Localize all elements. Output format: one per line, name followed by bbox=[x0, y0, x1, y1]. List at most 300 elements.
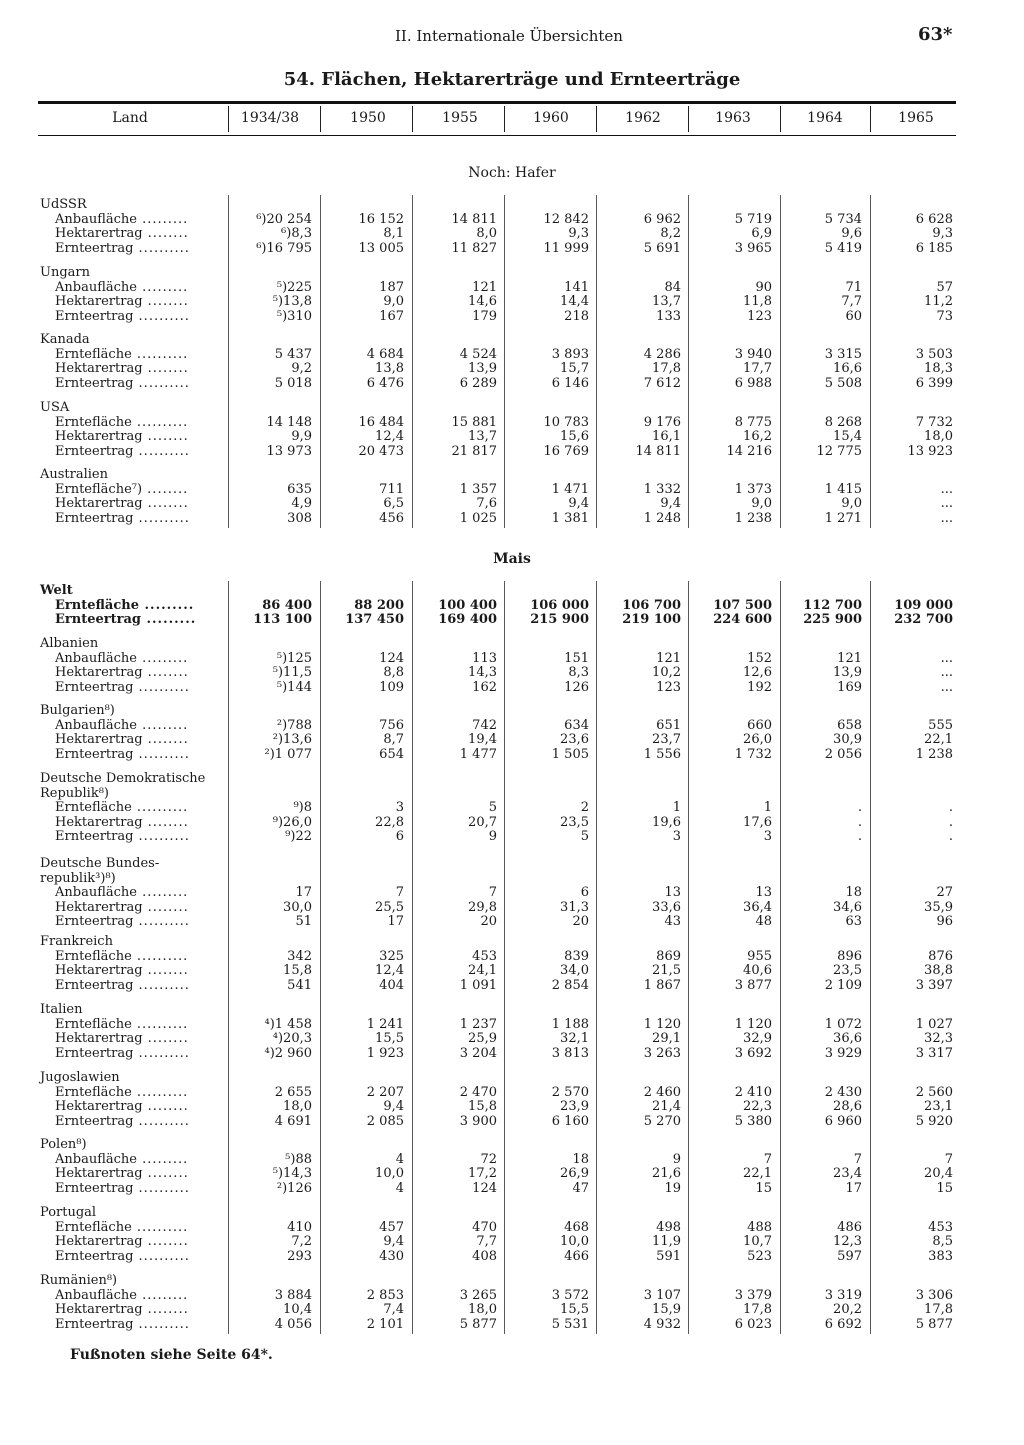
leader-dots: .......... bbox=[131, 1084, 189, 1100]
value-cell: 23,9 bbox=[560, 1099, 589, 1115]
value-cell: 3 877 bbox=[734, 977, 772, 993]
value-cell: 7,4 bbox=[383, 1302, 404, 1318]
value-cell: 5 437 bbox=[274, 346, 312, 362]
table-row bbox=[0, 1031, 1024, 1046]
section-heading: Mais bbox=[493, 551, 531, 567]
value-cell: 7 bbox=[395, 885, 404, 900]
value-cell: 23,7 bbox=[652, 732, 681, 748]
value-cell: 21,4 bbox=[652, 1099, 681, 1115]
value-cell: 25,5 bbox=[375, 899, 404, 915]
value-cell: 86 400 bbox=[262, 597, 312, 613]
value-cell: 3 503 bbox=[915, 346, 953, 362]
value-cell: 7 bbox=[944, 1151, 953, 1167]
value-cell: 2 bbox=[580, 800, 589, 815]
row-label-text: Ernteertrag bbox=[55, 1180, 134, 1196]
country-name: UdSSR bbox=[40, 197, 87, 212]
value-cell: 20 bbox=[572, 914, 589, 930]
table-row bbox=[0, 1017, 1024, 1032]
value-cell: 14,3 bbox=[468, 665, 497, 681]
row-label-text: Hektarertrag bbox=[55, 1234, 143, 1250]
value-cell: 9 bbox=[488, 829, 497, 845]
row-label-text: Hektarertrag bbox=[55, 1099, 143, 1115]
leader-dots: .......... bbox=[131, 800, 189, 815]
table-row bbox=[0, 815, 1024, 830]
country-name: Polen⁸) bbox=[40, 1137, 87, 1152]
value-cell: 6 185 bbox=[915, 240, 953, 256]
value-cell: 1 188 bbox=[551, 1016, 589, 1032]
value-cell: 35,9 bbox=[924, 899, 953, 915]
value-cell: 21,6 bbox=[652, 1166, 681, 1182]
value-cell: 20 bbox=[480, 914, 497, 930]
value-cell: ... bbox=[940, 650, 953, 666]
table-row bbox=[0, 612, 1024, 627]
row-label-text: Ernteertrag bbox=[55, 829, 134, 845]
country-name-row bbox=[0, 583, 1024, 598]
value-cell: 9,4 bbox=[660, 496, 681, 512]
value-cell: ⁶)16 795 bbox=[256, 240, 312, 256]
value-cell: . bbox=[857, 814, 862, 830]
header-separator bbox=[228, 106, 229, 132]
leader-dots: ........ bbox=[142, 294, 189, 310]
value-cell: ⁵)13,8 bbox=[272, 294, 312, 310]
row-label bbox=[55, 680, 190, 695]
row-label-text: Hektarertrag bbox=[55, 899, 143, 915]
column-header-year: 1950 bbox=[350, 110, 386, 126]
value-cell: ⁹)22 bbox=[285, 829, 312, 845]
header-separator bbox=[412, 106, 413, 132]
value-cell: 33,6 bbox=[652, 899, 681, 915]
value-cell: 5 018 bbox=[274, 375, 312, 391]
row-label-text: Ernteertrag bbox=[55, 1113, 134, 1129]
value-cell: 5 531 bbox=[551, 1316, 589, 1332]
value-cell: 404 bbox=[379, 977, 404, 993]
row-label-text: Hektarertrag bbox=[55, 294, 143, 310]
value-cell: 7,2 bbox=[291, 1234, 312, 1250]
value-cell: 7 732 bbox=[915, 414, 953, 430]
page-number: 63* bbox=[918, 24, 953, 45]
value-cell: 651 bbox=[656, 717, 681, 733]
value-cell: 10,0 bbox=[375, 1166, 404, 1182]
leader-dots: ........ bbox=[142, 226, 189, 242]
value-cell: 9,4 bbox=[383, 1099, 404, 1115]
value-cell: 1 271 bbox=[824, 510, 862, 526]
value-cell: 13,7 bbox=[468, 429, 497, 445]
value-cell: 169 400 bbox=[438, 612, 497, 628]
value-cell: 6 bbox=[395, 829, 404, 845]
value-cell: 2 101 bbox=[366, 1316, 404, 1332]
value-cell: 3 813 bbox=[551, 1045, 589, 1061]
value-cell: 9,6 bbox=[841, 226, 862, 242]
row-label-text: Erntefläche bbox=[55, 597, 139, 613]
value-cell: 6 160 bbox=[551, 1113, 589, 1129]
country-name-continued: republik³)⁸) bbox=[40, 870, 116, 886]
value-cell: ⁵)310 bbox=[276, 308, 312, 324]
row-label bbox=[55, 598, 194, 613]
value-cell: 1 027 bbox=[915, 1016, 953, 1032]
row-label bbox=[55, 1181, 190, 1196]
leader-dots: ........ bbox=[142, 429, 189, 445]
value-cell: 48 bbox=[755, 914, 772, 930]
value-cell: 20,2 bbox=[833, 1302, 862, 1318]
value-cell: 22,1 bbox=[743, 1166, 772, 1182]
value-cell: 6 399 bbox=[915, 375, 953, 391]
value-cell: 1 923 bbox=[366, 1045, 404, 1061]
row-label bbox=[55, 241, 190, 256]
value-cell: 2 430 bbox=[824, 1084, 862, 1100]
value-cell: 5 719 bbox=[734, 211, 772, 227]
value-cell: 1 477 bbox=[459, 746, 497, 762]
table-row bbox=[0, 511, 1024, 526]
value-cell: 51 bbox=[295, 914, 312, 930]
leader-dots: ......... bbox=[136, 650, 189, 666]
row-label bbox=[55, 429, 189, 444]
value-cell: 5 419 bbox=[824, 240, 862, 256]
leader-dots: .......... bbox=[133, 1248, 190, 1264]
row-label-text: Hektarertrag bbox=[55, 361, 143, 377]
value-cell: 3 306 bbox=[915, 1287, 953, 1303]
value-cell: ²)788 bbox=[276, 717, 312, 733]
row-label bbox=[55, 718, 188, 733]
value-cell: . bbox=[948, 800, 953, 815]
value-cell: ⁴)20,3 bbox=[272, 1031, 312, 1047]
row-label bbox=[55, 665, 189, 680]
value-cell: 3 397 bbox=[915, 977, 953, 993]
value-cell: 8,2 bbox=[660, 226, 681, 242]
value-cell: 169 bbox=[837, 679, 862, 695]
value-cell: 18,0 bbox=[283, 1099, 312, 1115]
value-cell: 15,9 bbox=[652, 1302, 681, 1318]
leader-dots: .......... bbox=[133, 510, 190, 526]
value-cell: 955 bbox=[747, 948, 772, 964]
value-cell: 73 bbox=[936, 308, 953, 324]
value-cell: 20 473 bbox=[358, 443, 404, 459]
value-cell: 2 853 bbox=[366, 1287, 404, 1303]
value-cell: 8,0 bbox=[476, 226, 497, 242]
value-cell: 3 379 bbox=[734, 1287, 772, 1303]
value-cell: 3 107 bbox=[643, 1287, 681, 1303]
column-header-year: 1965 bbox=[898, 110, 934, 126]
value-cell: 6 146 bbox=[551, 375, 589, 391]
value-cell: 5 bbox=[488, 800, 497, 815]
table-row bbox=[0, 718, 1024, 733]
value-cell: 9,4 bbox=[568, 496, 589, 512]
row-label bbox=[55, 309, 190, 324]
row-label-text: Ernteertrag bbox=[55, 510, 134, 526]
value-cell: 40,6 bbox=[743, 963, 772, 979]
value-cell: 167 bbox=[379, 308, 404, 324]
value-cell: 162 bbox=[472, 679, 497, 695]
value-cell: 466 bbox=[564, 1248, 589, 1264]
table-row bbox=[0, 347, 1024, 362]
value-cell: 9,0 bbox=[383, 294, 404, 310]
value-cell: 9,4 bbox=[383, 1234, 404, 1250]
value-cell: 4 684 bbox=[366, 346, 404, 362]
value-cell: 126 bbox=[564, 679, 589, 695]
value-cell: 224 600 bbox=[713, 612, 772, 628]
value-cell: 5 877 bbox=[459, 1316, 497, 1332]
value-cell: 13,9 bbox=[468, 361, 497, 377]
value-cell: 7 bbox=[853, 1151, 862, 1167]
leader-dots: ........ bbox=[142, 496, 189, 512]
value-cell: 16 484 bbox=[358, 414, 404, 430]
row-label-text: Ernteertrag bbox=[55, 679, 134, 695]
value-cell: 109 bbox=[379, 679, 404, 695]
value-cell: 634 bbox=[564, 717, 589, 733]
country-name-row bbox=[0, 400, 1024, 415]
row-label-text: Erntefläche bbox=[55, 1084, 132, 1100]
row-label bbox=[55, 949, 188, 964]
value-cell: 16 152 bbox=[358, 211, 404, 227]
country-name: Albanien bbox=[40, 636, 99, 651]
row-label-text: Anbaufläche bbox=[55, 885, 137, 900]
value-cell: 1 357 bbox=[459, 481, 497, 497]
table-row bbox=[0, 1085, 1024, 1100]
country-name: Rumänien⁸) bbox=[40, 1273, 118, 1288]
value-cell: 6 289 bbox=[459, 375, 497, 391]
header-separator bbox=[596, 106, 597, 132]
value-cell: 14 811 bbox=[635, 443, 681, 459]
section-title: II. Internationale Übersichten bbox=[395, 27, 623, 45]
row-label-text: Erntefläche bbox=[55, 346, 132, 362]
value-cell: ⁶)8,3 bbox=[281, 226, 312, 242]
value-cell: 5 691 bbox=[643, 240, 681, 256]
value-cell: 9,9 bbox=[291, 429, 312, 445]
header-separator bbox=[504, 106, 505, 132]
value-cell: 3 315 bbox=[824, 346, 862, 362]
leader-dots: ........ bbox=[142, 665, 189, 681]
value-cell: 9,3 bbox=[568, 226, 589, 242]
value-cell: 523 bbox=[747, 1248, 772, 1264]
table-row bbox=[0, 598, 1024, 613]
table-row bbox=[0, 1288, 1024, 1303]
leader-dots: .......... bbox=[133, 746, 190, 762]
value-cell: 8,7 bbox=[383, 732, 404, 748]
value-cell: 15 881 bbox=[451, 414, 497, 430]
value-cell: 541 bbox=[287, 977, 312, 993]
value-cell: ⁵)125 bbox=[276, 650, 312, 666]
value-cell: 60 bbox=[845, 308, 862, 324]
value-cell: 29,8 bbox=[468, 899, 497, 915]
table-row bbox=[0, 1302, 1024, 1317]
country-name: Welt bbox=[40, 583, 73, 598]
row-label bbox=[55, 1114, 190, 1129]
table-row bbox=[0, 482, 1024, 497]
value-cell: 16 769 bbox=[543, 443, 589, 459]
value-cell: 123 bbox=[747, 308, 772, 324]
value-cell: 72 bbox=[480, 1151, 497, 1167]
value-cell: . bbox=[948, 814, 953, 830]
value-cell: 18,0 bbox=[924, 429, 953, 445]
country-name-row bbox=[0, 1205, 1024, 1220]
table-row bbox=[0, 1234, 1024, 1249]
value-cell: 121 bbox=[472, 279, 497, 295]
row-label-text: Erntefläche bbox=[55, 1016, 132, 1032]
value-cell: 7,7 bbox=[476, 1234, 497, 1250]
value-cell: 17,2 bbox=[468, 1166, 497, 1182]
value-cell: 5 508 bbox=[824, 375, 862, 391]
value-cell: 4 bbox=[395, 1180, 404, 1196]
row-label-text: Erntefläche bbox=[55, 948, 132, 964]
country-name-row bbox=[0, 786, 1024, 801]
value-cell: 3 263 bbox=[643, 1045, 681, 1061]
row-label bbox=[55, 914, 190, 929]
row-label bbox=[55, 885, 188, 900]
value-cell: 15,8 bbox=[468, 1099, 497, 1115]
value-cell: 25,9 bbox=[468, 1031, 497, 1047]
value-cell: 3 265 bbox=[459, 1287, 497, 1303]
table-row bbox=[0, 1099, 1024, 1114]
value-cell: 869 bbox=[656, 948, 681, 964]
value-cell: 4 932 bbox=[643, 1316, 681, 1332]
value-cell: 408 bbox=[472, 1248, 497, 1264]
row-label bbox=[55, 1046, 190, 1061]
column-header-year: 1934/38 bbox=[240, 110, 300, 126]
country-name-row bbox=[0, 467, 1024, 482]
value-cell: 660 bbox=[747, 717, 772, 733]
value-cell: 13 bbox=[755, 885, 772, 900]
value-cell: ⁵)11,5 bbox=[272, 665, 312, 681]
top-rule bbox=[38, 101, 956, 104]
row-label bbox=[55, 294, 189, 309]
value-cell: 876 bbox=[928, 948, 953, 964]
column-header-year: 1963 bbox=[715, 110, 751, 126]
value-cell: 17,6 bbox=[743, 814, 772, 830]
value-cell: 5 380 bbox=[734, 1113, 772, 1129]
value-cell: 90 bbox=[755, 279, 772, 295]
value-cell: 1 732 bbox=[734, 746, 772, 762]
value-cell: 2 854 bbox=[551, 977, 589, 993]
table-row bbox=[0, 309, 1024, 324]
value-cell: 4 524 bbox=[459, 346, 497, 362]
value-cell: 123 bbox=[656, 679, 681, 695]
value-cell: 24,1 bbox=[468, 963, 497, 979]
value-cell: 488 bbox=[747, 1219, 772, 1235]
row-label-text: Anbaufläche bbox=[55, 1287, 137, 1303]
country-name: Kanada bbox=[40, 332, 90, 347]
value-cell: ⁹)8 bbox=[293, 800, 312, 815]
value-cell: 84 bbox=[664, 279, 681, 295]
value-cell: 15,5 bbox=[375, 1031, 404, 1047]
value-cell: 453 bbox=[472, 948, 497, 964]
value-cell: 3 204 bbox=[459, 1045, 497, 1061]
value-cell: 19,6 bbox=[652, 814, 681, 830]
value-cell: ... bbox=[940, 510, 953, 526]
value-cell: 133 bbox=[656, 308, 681, 324]
value-cell: 1 415 bbox=[824, 481, 862, 497]
value-cell: 4 691 bbox=[274, 1113, 312, 1129]
table-row bbox=[0, 651, 1024, 666]
row-label bbox=[55, 732, 189, 747]
value-cell: 218 bbox=[564, 308, 589, 324]
value-cell: 457 bbox=[379, 1219, 404, 1235]
value-cell: 6,5 bbox=[383, 496, 404, 512]
value-cell: 121 bbox=[837, 650, 862, 666]
value-cell: 18 bbox=[845, 885, 862, 900]
row-label-text: Hektarertrag bbox=[55, 1031, 143, 1047]
value-cell: 11,8 bbox=[743, 294, 772, 310]
value-cell: 14 811 bbox=[451, 211, 497, 227]
leader-dots: .......... bbox=[133, 1316, 190, 1332]
value-cell: 839 bbox=[564, 948, 589, 964]
leader-dots: .......... bbox=[131, 1219, 189, 1235]
value-cell: 11,9 bbox=[652, 1234, 681, 1250]
table-row bbox=[0, 1166, 1024, 1181]
value-cell: 13,7 bbox=[652, 294, 681, 310]
country-name-row bbox=[0, 1002, 1024, 1017]
country-name-row bbox=[0, 856, 1024, 871]
table-row bbox=[0, 829, 1024, 844]
value-cell: 5 920 bbox=[915, 1113, 953, 1129]
row-label bbox=[55, 482, 188, 497]
value-cell: 3 bbox=[672, 829, 681, 845]
country-name-row bbox=[0, 871, 1024, 886]
value-cell: 2 655 bbox=[274, 1084, 312, 1100]
column-header-year: 1962 bbox=[625, 110, 661, 126]
country-name-row bbox=[0, 934, 1024, 949]
value-cell: 121 bbox=[656, 650, 681, 666]
row-label-text: Hektarertrag bbox=[55, 814, 143, 830]
value-cell: 3 692 bbox=[734, 1045, 772, 1061]
value-cell: 658 bbox=[837, 717, 862, 733]
value-cell: 17,8 bbox=[652, 361, 681, 377]
value-cell: 1 237 bbox=[459, 1016, 497, 1032]
value-cell: 5 734 bbox=[824, 211, 862, 227]
row-label-text: Ernteertrag bbox=[55, 977, 134, 993]
value-cell: 1 867 bbox=[643, 977, 681, 993]
row-label-text: Anbaufläche bbox=[55, 211, 137, 227]
value-cell: 232 700 bbox=[894, 612, 953, 628]
value-cell: 12,4 bbox=[375, 429, 404, 445]
table-row bbox=[0, 376, 1024, 391]
value-cell: 3 bbox=[763, 829, 772, 845]
value-cell: 47 bbox=[572, 1180, 589, 1196]
value-cell: 2 056 bbox=[824, 746, 862, 762]
value-cell: 14,4 bbox=[560, 294, 589, 310]
value-cell: 13,8 bbox=[375, 361, 404, 377]
row-label-text: Hektarertrag bbox=[55, 496, 143, 512]
value-cell: 26,9 bbox=[560, 1166, 589, 1182]
table-row bbox=[0, 680, 1024, 695]
row-label-text: Anbaufläche bbox=[55, 650, 137, 666]
country-name: USA bbox=[40, 400, 70, 415]
leader-dots: ........ bbox=[142, 1302, 189, 1318]
row-label bbox=[55, 212, 188, 227]
value-cell: 15,5 bbox=[560, 1302, 589, 1318]
table-row bbox=[0, 496, 1024, 511]
table-row bbox=[0, 241, 1024, 256]
value-cell: 30,0 bbox=[283, 899, 312, 915]
table-row bbox=[0, 963, 1024, 978]
value-cell: 21 817 bbox=[451, 443, 497, 459]
country-name-row bbox=[0, 703, 1024, 718]
value-cell: 470 bbox=[472, 1219, 497, 1235]
value-cell: 15,4 bbox=[833, 429, 862, 445]
leader-dots: .......... bbox=[133, 1045, 190, 1061]
table-row bbox=[0, 1046, 1024, 1061]
leader-dots: ........ bbox=[142, 899, 189, 915]
value-cell: . bbox=[857, 800, 862, 815]
value-cell: 16,6 bbox=[833, 361, 862, 377]
header-separator bbox=[870, 106, 871, 132]
value-cell: 3 319 bbox=[824, 1287, 862, 1303]
table-row bbox=[0, 1181, 1024, 1196]
value-cell: 23,6 bbox=[560, 732, 589, 748]
value-cell: 187 bbox=[379, 279, 404, 295]
value-cell: 107 500 bbox=[713, 597, 772, 613]
value-cell: 468 bbox=[564, 1219, 589, 1235]
table-row bbox=[0, 665, 1024, 680]
table-row bbox=[0, 914, 1024, 929]
